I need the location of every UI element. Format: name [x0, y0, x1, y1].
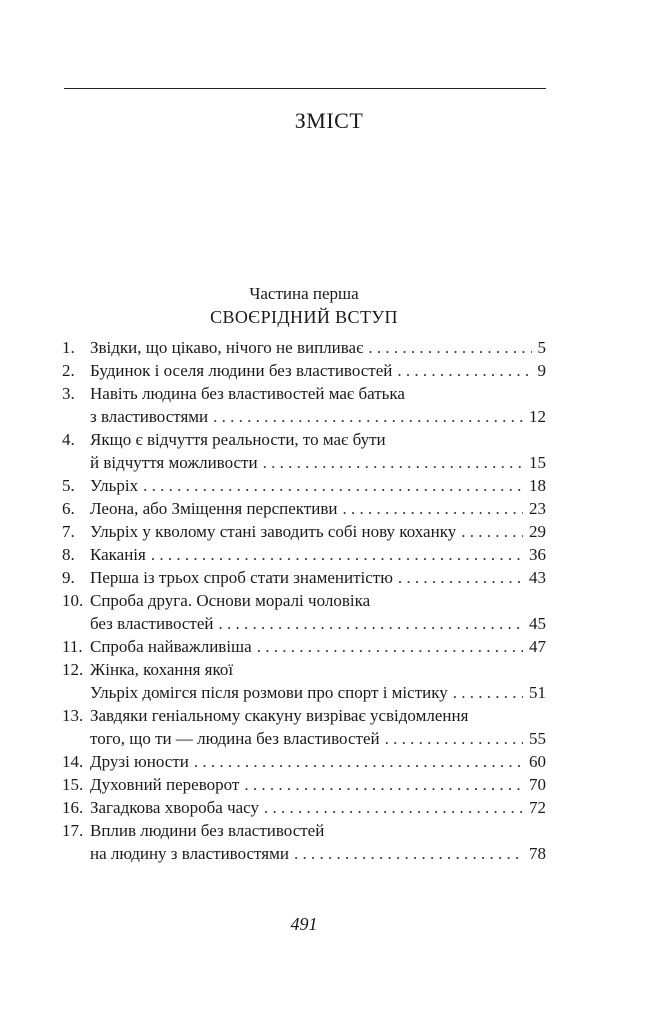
toc-entries: [62, 336, 546, 865]
toc-entry-title: й відчуття можливости: [90, 453, 258, 472]
toc-entry-number: 6.: [62, 499, 75, 518]
toc-entry-page: 15: [529, 453, 546, 472]
toc-entry-title: Загадкова хвороба часу: [90, 798, 259, 817]
toc-entry: [62, 520, 546, 543]
toc-entry-title: без властивостей: [90, 614, 214, 633]
toc-entry-title: Звідки, що цікаво, нічого не випливає: [90, 338, 364, 357]
toc-heading: ЗМІСТ: [294, 108, 364, 133]
toc-leader-dots: [263, 451, 523, 474]
toc-entry: [62, 474, 546, 497]
toc-entry: [62, 359, 546, 382]
toc-entry: [62, 566, 546, 589]
toc-entry-page: 43: [529, 568, 546, 587]
toc-entry-page: 18: [529, 476, 546, 495]
toc-entry-page: 70: [529, 775, 546, 794]
toc-entry: [62, 658, 546, 704]
toc-entry-line: [90, 382, 546, 405]
toc-entry-page: 5: [537, 338, 546, 357]
toc-entry-page: 29: [529, 522, 546, 541]
toc-entry-title: Леона, або Зміщення перспективи: [90, 499, 338, 518]
toc-entry-page: 60: [529, 752, 546, 771]
toc-entry-line: [90, 566, 546, 589]
toc-entry-page: 72: [529, 798, 546, 817]
toc-leader-dots: [151, 543, 523, 566]
toc-leader-dots: [453, 681, 523, 704]
toc-leader-dots: [213, 405, 523, 428]
toc-entry-number: 3.: [62, 384, 75, 403]
toc-entry-title: з властивостями: [90, 407, 209, 426]
toc-entry-page: 9: [537, 361, 546, 380]
toc-entry-line: [90, 451, 546, 474]
toc-entry-title: Будинок і оселя людини без властивостей: [90, 361, 393, 380]
part-label: Частина перша: [249, 284, 359, 303]
toc-leader-dots: [461, 520, 523, 543]
toc-leader-dots: [397, 359, 531, 382]
toc-entry-title: Спроба найважливіша: [90, 637, 252, 656]
toc-entry-number: 16.: [62, 798, 84, 817]
toc-entry-line: [90, 474, 546, 497]
toc-entry-number: 12.: [62, 660, 84, 679]
toc-leader-dots: [194, 750, 523, 773]
toc-entry-number: 10.: [62, 591, 84, 610]
toc-leader-dots: [219, 612, 524, 635]
toc-entry: [62, 497, 546, 520]
toc-entry-line: [90, 497, 546, 520]
toc-entry-line: [90, 589, 546, 612]
toc-entry: [62, 428, 546, 474]
toc-entry-line: [90, 658, 546, 681]
toc-entry-page: 36: [529, 545, 546, 564]
toc-entry-line: [90, 543, 546, 566]
toc-leader-dots: [244, 773, 523, 796]
toc-entry: [62, 704, 546, 750]
toc-entry: [62, 382, 546, 428]
toc-entry-line: [90, 727, 546, 750]
toc-entry-line: [90, 336, 546, 359]
toc-leader-dots: [294, 842, 523, 865]
toc-entry-page: 78: [529, 844, 546, 863]
toc-entry-line: [90, 428, 546, 451]
page-number: 491: [290, 914, 318, 934]
toc-entry: [62, 336, 546, 359]
toc-entry-number: 7.: [62, 522, 75, 541]
toc-leader-dots: [143, 474, 523, 497]
toc-entry-title: Духовний переворот: [90, 775, 240, 794]
toc-entry-page: 23: [529, 499, 546, 518]
toc-entry-line: [90, 819, 546, 842]
part-title: СВОЄРІДНИЙ ВСТУП: [210, 307, 398, 327]
toc-entry-line: [90, 612, 546, 635]
toc-entry-line: [90, 681, 546, 704]
toc-entry-line: [90, 704, 546, 727]
toc-entry-title: на людину з властивостями: [90, 844, 289, 863]
toc-entry-page: 45: [529, 614, 546, 633]
toc-entry-line: [90, 635, 546, 658]
toc-leader-dots: [342, 497, 523, 520]
toc-entry-number: 5.: [62, 476, 75, 495]
toc-entry-number: 15.: [62, 775, 84, 794]
toc-leader-dots: [385, 727, 523, 750]
toc-entry-line: [90, 842, 546, 865]
toc-entry-number: 2.: [62, 361, 75, 380]
toc-entry: [62, 635, 546, 658]
toc-entry-line: [90, 796, 546, 819]
toc-entry-title: Ульріх у кволому стані заводить собі нову коханку: [90, 522, 457, 541]
toc-leader-dots: [398, 566, 523, 589]
toc-entry-number: 9.: [62, 568, 75, 587]
toc-entry: [62, 543, 546, 566]
toc-entry-number: 4.: [62, 430, 75, 449]
toc-leader-dots: [264, 796, 523, 819]
toc-entry-page: 47: [529, 637, 546, 656]
toc-entry-number: 1.: [62, 338, 75, 357]
toc-entry-number: 11.: [62, 637, 83, 656]
toc-entry-title: Спроба друга. Основи моралі чоловіка: [90, 591, 371, 610]
toc-entry-title: Ульріх домігся після розмови про спорт і містику: [90, 683, 448, 702]
toc-entry-number: 17.: [62, 821, 84, 840]
toc-entry-line: [90, 750, 546, 773]
toc-entry-title: Якщо є відчуття реальности, то має бути: [90, 430, 386, 449]
toc-entry-title: Перша із трьох спроб стати знаменитістю: [90, 568, 393, 587]
toc-entry-line: [90, 405, 546, 428]
top-rule: [64, 88, 546, 89]
toc-entry-page: 51: [529, 683, 546, 702]
toc-entry-page: 55: [529, 729, 546, 748]
toc-leader-dots: [257, 635, 523, 658]
toc-entry-title: Вплив людини без властивостей: [90, 821, 325, 840]
toc-entry-line: [90, 520, 546, 543]
toc-entry: [62, 819, 546, 865]
toc-entry-title: Навіть людина без властивостей має батька: [90, 384, 405, 403]
toc-entry: [62, 796, 546, 819]
toc-entry: [62, 773, 546, 796]
toc-entry-title: Жінка, кохання якої: [90, 660, 234, 679]
toc-entry-title: того, що ти — людина без властивостей: [90, 729, 380, 748]
toc-leader-dots: [368, 336, 531, 359]
toc-entry-title: Каканія: [90, 545, 146, 564]
toc-entry-number: 8.: [62, 545, 75, 564]
toc-entry-title: Завдяки геніальному скакуну визріває усвідомлення: [90, 706, 469, 725]
toc-entry-line: [90, 359, 546, 382]
toc-entry-page: 12: [529, 407, 546, 426]
toc-entry-title: Ульріх: [90, 476, 139, 495]
toc-entry-number: 14.: [62, 752, 84, 771]
toc-entry-line: [90, 773, 546, 796]
toc-entry: [62, 750, 546, 773]
toc-entry-number: 13.: [62, 706, 84, 725]
toc-entry: [62, 589, 546, 635]
toc-entry-title: Друзі юности: [90, 752, 189, 771]
